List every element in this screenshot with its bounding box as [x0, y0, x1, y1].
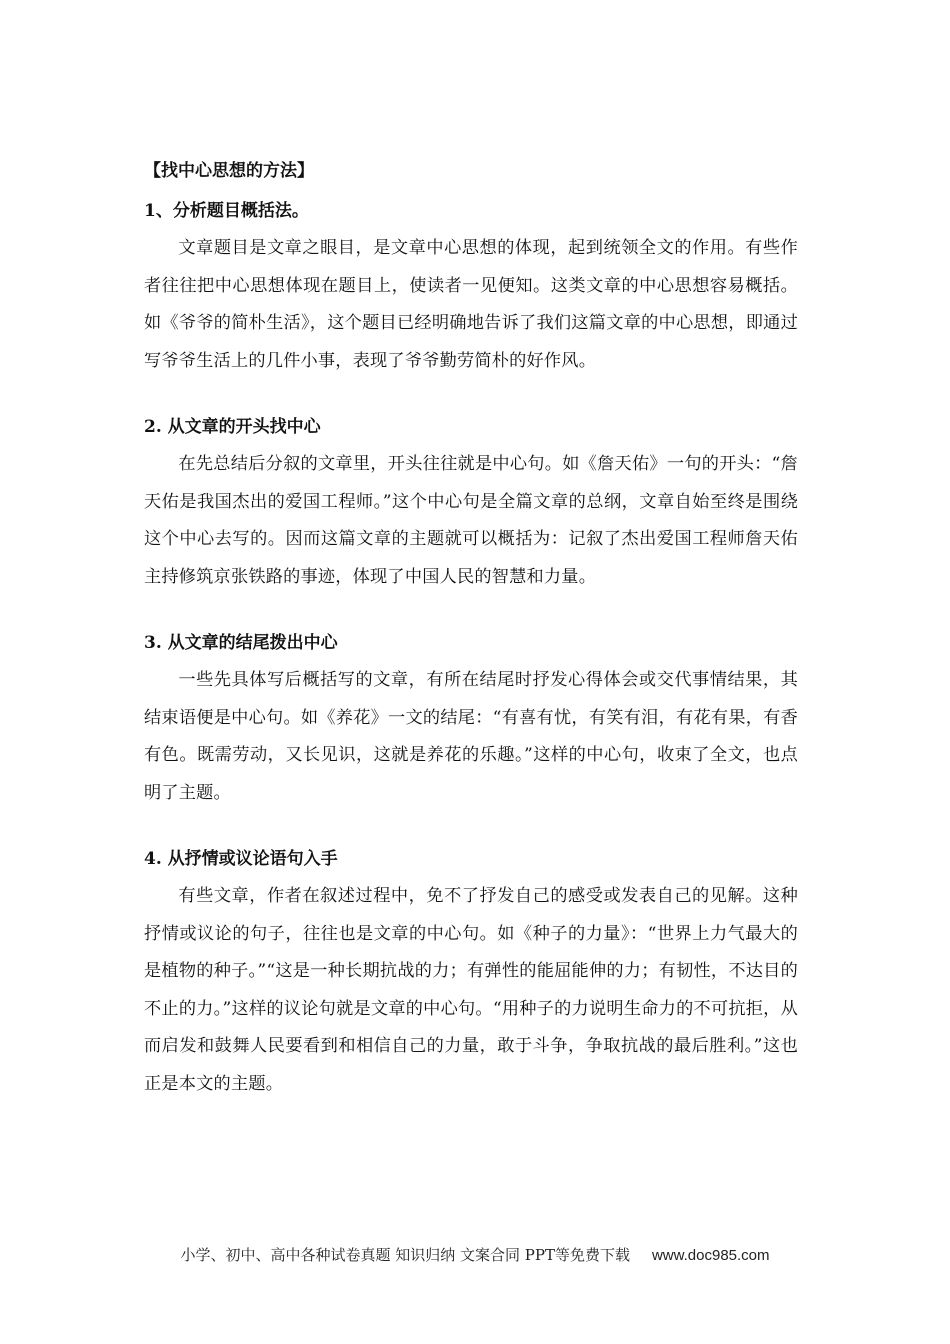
footer-text: 小学、初中、高中各种试卷真题 知识归纳 文案合同 PPT等免费下载 — [180, 1246, 630, 1264]
section-paragraph: 在先总结后分叙的文章里，开头往往就是中心句。如《詹天佑》一句的开头：“詹天佑是我国杰出的爱国工程师。”这个中心句是全篇文章的总纲，文章自始至终是围绕这个中心去写的。因而这篇文章的主题就可以概括为：记叙了杰出爱国工程师詹天佑主持修筑京张铁路的事迹，体现了中国人民的智慧和力量。 — [144, 454, 798, 587]
section-heading: 4. 从抒情或议论语句入手 — [144, 849, 338, 869]
section-3 — [144, 630, 798, 812]
section-paragraph: 文章题目是文章之眼目，是文章中心思想的体现，起到统领全文的作用。有些作者往往把中心思想体现在题目上，使读者一见便知。这类文章的中心思想容易概括。如《爷爷的简朴生活》，这个题目已经明确地告诉了我们这篇文章的中心思想，即通过写爷爷生活上的几件小事，表现了爷爷勤劳简朴的好作风。 — [144, 238, 798, 371]
page-footer — [0, 1244, 950, 1267]
section-2 — [144, 414, 798, 596]
section-1 — [144, 198, 798, 380]
footer-url[interactable]: www.doc985.com — [651, 1247, 770, 1264]
section-4 — [144, 846, 798, 1103]
section-heading: 3. 从文章的结尾拨出中心 — [144, 633, 338, 653]
document-title: 【找中心思想的方法】 — [144, 161, 314, 181]
section-paragraph: 一些先具体写后概括写的文章，有所在结尾时抒发心得体会或交代事情结果，其结束语便是中心句。如《养花》一文的结尾：“有喜有忧，有笑有泪，有花有果，有香有色。既需劳动，又长见识，这就是养花的乐趣。”这样的中心句，收束了全文，也点明了主题。 — [144, 670, 798, 803]
section-heading: 1、分析题目概括法。 — [144, 201, 309, 221]
document-content — [144, 158, 798, 1103]
section-heading: 2. 从文章的开头找中心 — [144, 417, 321, 437]
section-paragraph: 有些文章，作者在叙述过程中，免不了抒发自己的感受或发表自己的见解。这种抒情或议论的句子，往往也是文章的中心句。如《种子的力量》：“世界上力气最大的是植物的种子。”“这是一种长期抗战的力；有弹性的能屈能伸的力；有韧性，不达目的不止的力。”这样的议论句就是文章的中心句。“用种子的力说明生命力的不可抗拒，从而启发和鼓舞人民要看到和相信自己的力量，敢于斗争，争取抗战的最后胜利。”这也正是本文的主题。 — [144, 886, 798, 1094]
